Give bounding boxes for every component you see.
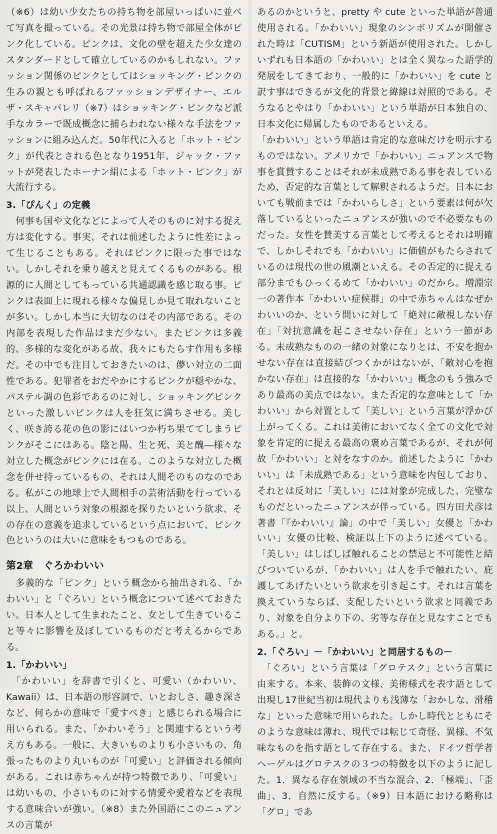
section-heading-pink-definition: 3.「ぴんく」の定義 [6, 200, 91, 212]
chapter-heading-guro-kawaii: 第2章 ぐろかわいい [6, 561, 104, 573]
paragraph-kawaii-dictionary: 「かわいい」を辞書で引くと、可愛い（かわいい、Kawaii）は、日本語の形容詞で、いとおしさ、趣き深さなど、何らかの意味で「愛すべき」と感じられる場合に用いられる。また、「かわいそう」と関連するという考え方もある。一般に、大きいものよりも小さいもの、角張ったものより丸いものが「可愛い」と評価される傾向がある。これは赤ちゃんが持つ特徴であり、「可愛い」は幼いもの、小さいものに対する情愛や愛着などを表現する意味合いが強い。（※8）また外国語にこのニュアンスの言葉が [6, 676, 242, 831]
paragraph-kawaii-meaning: 「かわいい」という単語は肯定的な意味だけを明示するものではない。アメリカで「かわいい」ニュアンスで物事を賞賛することはそれが未成熟である事を表しているため、否定的な言葉として解釈されるようだ。日本においても戦前までは「かわいらしさ」という要素は何が欠落しているといったニュアンスが強いので不必要なものだった。女性を賛美する言葉として考えるとそれは明確で、しかしそれでも「かわいい」に価値がもたらされているのは現代の世の風潮といえる。その否定的に捉える部分までもひっくるめて「かわいい」のだから。増淵宗一の著作本「かわいい症候群」の中で赤ちゃんはなぜかわいいのか、という問いに対して「絶対に敵視しない存在」「対抗意識を起こさせない存在」という一節がある。未成熟なものの一緒の対象になりとは、不安を抱かせない存在は直接結びつくかがはないが、「敵対心を抱かない存在」は直接的な「かわいい」概念のもう強みであり最高の美点ではない。また否定的な意味として「かわいい」から対置として「美しい」という言葉が浮かび上がってくる。これは美術においてなく全ての文化で対象を肯定的に捉える最高の褒め言葉であるが、それが何故「かわいい」と対をなすのか。前述したように「かわいい」は「未成熟である」という意味を内包しており、それとは反対に「美しい」には対象が完成した、完璧なものだといったニュアンスが伴っている。四方田犬彦は著書「『かわいい』論」の中で「美しい」女優と「かわいい」女優の比較、検証以上下のように述べている。「美しい」はしばしば触れることの禁忌と不可能性と結びついているが、「かわいい」は人を手で触れたい、庇護してあげたいという欲求を引き起こす。それは言葉を換えていうならば、支配したいという欲求と同義であり、対象を自分より下の、劣等な存在と見なすことでもある。」と。 [257, 134, 493, 641]
paragraph-chapter-intro: 多義的な「ピンク」という概念から抽出される、「かわいい」と「ぐろい」という概念について述べておきたい。日本人として生まれたこと、女として生きていること等々に影響を及ぼしているものだと考えるからである。 [6, 578, 242, 654]
right-column [257, 5, 493, 818]
left-column [6, 5, 242, 831]
paragraph-pink-photos: （※6）は幼い少女たちの持ち物を部屋いっぱいに並べて写真を撮っている。その光景は持ち物で部屋全体がピンク化している。ピンクは、文化の壁を超えた少女達のスタンダードとして確立しているのかもしれない。ファッション関係のピンクとしてはショッキング・ピンクの生みの親とも呼ばれるファッションデザイナー、エルザ・スキャパレリ（※7）はショッキング・ピンクなど派手なカラーで既成概念に捕らわれない様々な手法をファッションに組み込んだ。50年代に入ると「ホット・ピンク」が代表とされる色となり1951年、ジャック・ファットが発表したホーナン絹による「ホット・ピンク」が大流行する。 [6, 7, 242, 194]
section-heading-guroi: 2.「ぐろい」－「かわいい」と同居するもの－ [257, 647, 453, 659]
page-gutter [247, 0, 253, 688]
paragraph-pink-definition: 何事も国や文化などによって人そのものに対する捉え方は変化する。事実、それは前述したように性差によって生じることもある。それはピンクに限った事ではない。しかしそれを乗り越えと見えてくるものがある。根源的に人間としてもっている共通認識を感じ取る事。ピンクは表面上に現れる様々な偏見しか見て取れないことが多い。しかし本当に大切なのはその内部である。その内部を表現した作品はまだ少ない。またピンクは多義的、多様的な変化がある故、我々にもたらす作用も多様だ。その中でも注目しておきたいのは、儚い対立の二面性である。犯罪者をおだやかにするピンクが穏やかな、パステル調の色彩であるのに対し、ショッキングピンクといった激しいピンクは人を狂気に満ちさせる。美しく、咲き誇る花の色の影にはいつか朽ち果ててしまうピンクがそこにはある。陰と陽、生と死、美と醜―様々な対立した概念がピンクには在る。このような対立した概念を併せ持っているもの、それは人間そのものなのである。私がこの地球上で人間相手の芸術活動を行っている以上、人間という対象の根源を探りたいという欲求、その存在の意義を追求しているという点において、ピンク色というのは大いに意味をもつものである。 [6, 216, 242, 547]
paragraph-kawaii-foreign: あるのかというと、pretty や cute といった単語が普通使用される。「かわいい」現象のシンボリズムが開催された時は「CUTISM」という新語が使用された。しかしいずれも日本語の「かわいい」とは全く異なった語学的発展をしてきており、一般的に「かわいい」を cute と訳す事はできるが文化的背景と緯線は対照的である。そうなるとやはり「かわいい」という単語が日本独自の、日本文化に帰属したものであるといえる。 [257, 7, 493, 130]
paragraph-guroi: 「ぐろい」という言葉は「グロテスク」という言葉に由来する。本来、装飾の文様、美術様式を表す語として出現し17世紀当初は現代よりも浅薄な「おかしな、滑稽な」といった意味で用いられた。しかし時代とともにそのような意味は薄れ、現代では転じて奇怪、異様、不気味なものを指す語として存在する。また、ドイツ哲学者ヘーゲルはグロテスクの３つの特徴を以下のように記した。1．異なる存在領域の不当な混合、2．「極端」、「歪曲」、3．自然に反する。（※9）日本語における略称は「グロ」であ [257, 663, 493, 818]
section-heading-kawaii: 1.「かわいい」 [6, 660, 72, 672]
